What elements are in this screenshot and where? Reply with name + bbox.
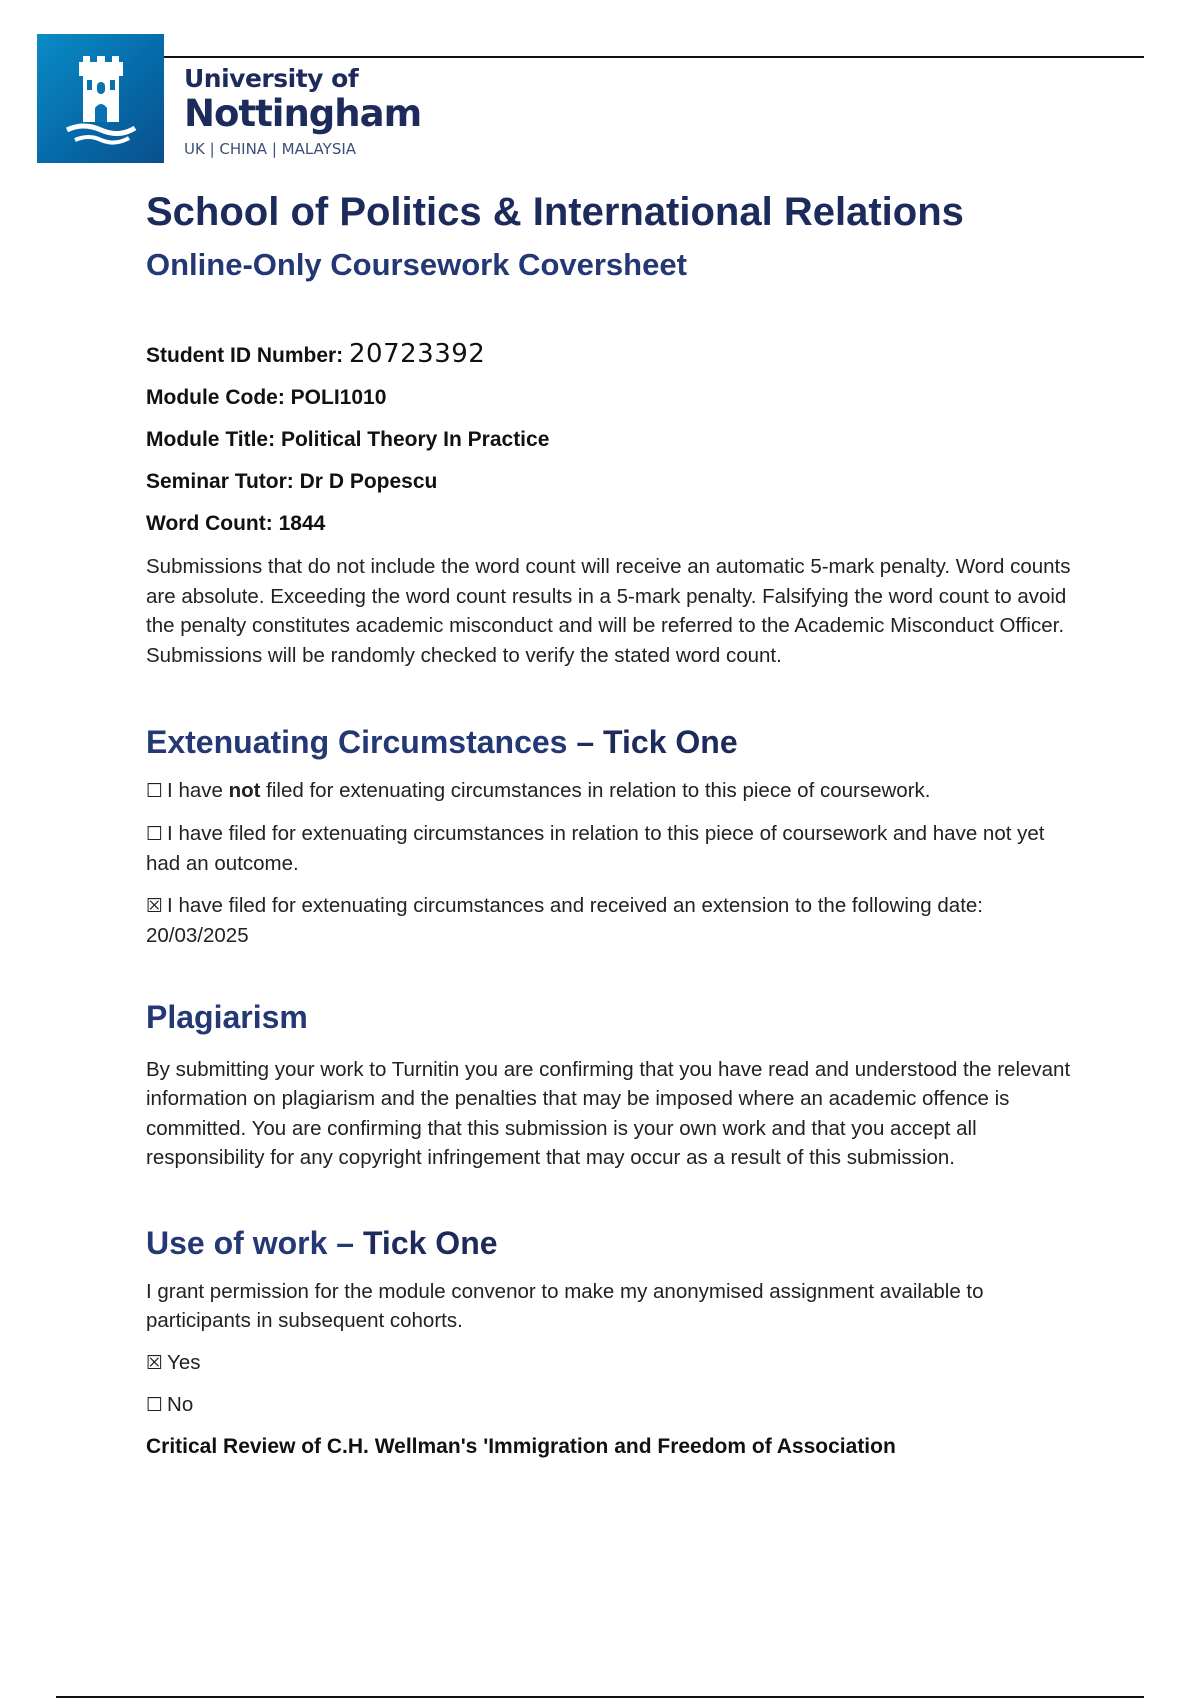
use-of-work-heading-suffix: Tick One [362,1224,498,1261]
module-title-value: Political Theory In Practice [280,428,550,451]
wordmark-line-nottingham: Nottingham [184,92,422,135]
seminar-tutor-label: Seminar Tutor: [146,470,294,493]
checkbox-checked-icon[interactable]: ☒ [146,894,164,917]
module-title-label: Module Title: [146,428,276,451]
use-of-work-text: I grant permission for the module convenor to make my anonymised assignment available to participants in subsequent cohorts. [146,1279,984,1332]
word-count-value: 1844 [278,512,326,535]
option-text: I have filed for extenuating circumstances and received an extension to the following date: 20/03/2025 [146,893,983,947]
student-id-label: Student ID Number: [146,344,344,367]
page-title: School of Politics & International Relations [146,190,964,234]
word-count-label: Word Count: [146,512,273,535]
university-wordmark [184,64,421,160]
wordmark-line-campuses: UK | CHINA | MALAYSIA [184,140,357,158]
extenuating-option-extension [146,891,1076,951]
student-id-field [146,340,1076,370]
extenuating-option-filed-no-outcome [146,819,1076,879]
bottom-rule [56,1696,1144,1698]
use-of-work-no [146,1390,1076,1421]
extenuating-option-not-filed [146,776,1076,807]
use-of-work-heading [146,1223,1076,1263]
top-rule [164,56,1144,58]
module-code-field [146,384,1076,412]
coversheet-content [146,186,1076,1461]
university-crest-logo [37,34,164,163]
seminar-tutor-field [146,468,1076,496]
no-label: No [167,1393,194,1416]
use-of-work-yes [146,1348,1076,1379]
module-code-value: POLI1010 [290,386,387,409]
wordmark-line-university-of: University of [184,64,359,93]
plagiarism-heading: Plagiarism [146,998,308,1035]
yes-label: Yes [167,1350,201,1374]
module-code-label: Module Code: [146,386,285,409]
checkbox-unchecked-icon[interactable]: ☐ [146,822,164,845]
checkbox-checked-icon[interactable]: ☒ [146,1351,164,1374]
student-id-value: 20723392 [349,339,486,369]
checkbox-unchecked-icon[interactable]: ☐ [146,1394,164,1416]
seminar-tutor-value: Dr D Popescu [299,470,438,493]
plagiarism-text: By submitting your work to Turnitin you are confirming that you have read and understood the relevant information on plagiarism and the penalties that may be imposed where an academic offence is committed. You are confirming that this submission is your own work and that you accept all responsibility for any copyright infringement that may occur as a result of this submission. [146,1057,1071,1169]
extenuating-heading [146,722,1076,762]
page-subtitle: Online-Only Coursework Coversheet [146,247,687,282]
extenuating-heading-text: Extenuating Circumstances [146,724,568,760]
option-text-bold: not [228,779,261,802]
essay-title: Critical Review of C.H. Wellman's 'Immigration and Freedom of Association [146,1434,896,1458]
option-text-post: filed for extenuating circumstances in relation to this piece of coursework. [260,779,931,802]
word-count-note: Submissions that do not include the word count will receive an automatic 5-mark penalty. Word counts are absolute. Exceeding the word count results in a 5-mark penalty. Falsifying the word count to avoid the penalty constitutes academic misconduct and will be referred to the Academic Misconduct Officer. Submissions will be randomly checked to verify the stated word count. [146,555,1071,667]
checkbox-unchecked-icon[interactable]: ☐ [146,780,164,802]
module-title-field [146,426,1076,454]
option-text: I have filed for extenuating circumstances in relation to this piece of coursework and have not yet had an outcome. [146,821,1045,875]
word-count-field [146,510,1076,538]
use-of-work-heading-text: Use of work – [146,1224,355,1261]
option-text-pre: I have [167,779,229,802]
castle-tower-icon [61,56,141,146]
extenuating-heading-suffix: – Tick One [576,724,738,760]
student-details [146,340,1076,538]
